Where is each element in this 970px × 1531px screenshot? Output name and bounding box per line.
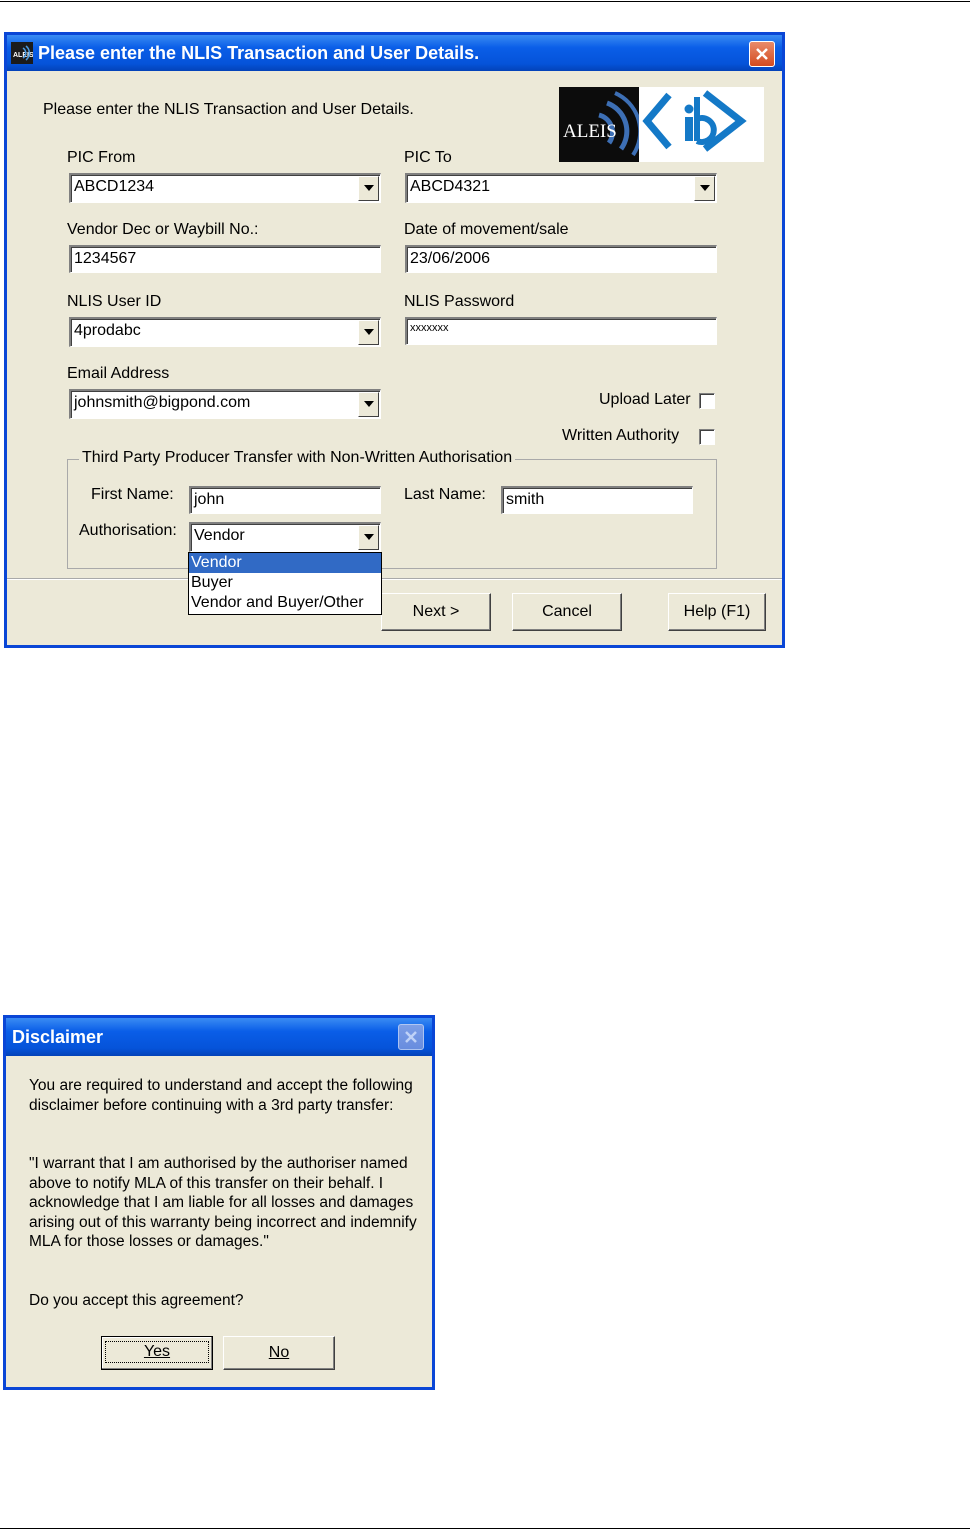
password-input[interactable] [405, 317, 717, 345]
yes-button-label: Yes [105, 1341, 209, 1363]
disclaimer-question: Do you accept this agreement? [29, 1292, 244, 1309]
page-bottom-rule [0, 1528, 970, 1529]
pic-to-dropdown-button[interactable] [694, 176, 715, 201]
id-logo [639, 87, 764, 162]
authorisation-option[interactable]: Vendor and Buyer/Other [191, 594, 364, 611]
window-title: Please enter the NLIS Transaction and User Details. [38, 42, 480, 63]
first-name-input[interactable]: john [189, 486, 381, 514]
authorisation-label: Authorisation: [79, 522, 177, 539]
pic-from-label: PIC From [67, 149, 136, 166]
vendor-dec-label: Vendor Dec or Waybill No.: [67, 221, 259, 238]
third-party-groupbox [67, 459, 717, 569]
help-button[interactable]: Help (F1) [668, 593, 766, 631]
email-dropdown-button[interactable] [358, 392, 379, 417]
last-name-input[interactable]: smith [501, 486, 693, 514]
nlis-details-dialog [4, 32, 785, 648]
authorisation-dropdown[interactable] [189, 522, 381, 552]
no-button[interactable] [223, 1336, 335, 1370]
password-mask: xxxxxxx [410, 322, 449, 334]
disclaimer-title: Disclaimer [12, 1026, 104, 1047]
authorisation-option[interactable]: Vendor [189, 553, 381, 573]
user-id-label: NLIS User ID [67, 293, 162, 310]
page-top-rule [0, 1, 970, 2]
pic-from-dropdown-button[interactable] [358, 176, 379, 201]
cancel-button[interactable]: Cancel [512, 593, 622, 631]
no-button-label: No [268, 1344, 290, 1361]
button-separator [7, 578, 782, 580]
disclaimer-warranty: "I warrant that I am authorised by the authoriser named above to notify MLA of this transfer on their behalf. I acknowledge that I am liable for all losses and damages arising out of this warranty being incorrect and indemnify MLA for those losses or damages." [29, 1155, 417, 1250]
authorisation-option[interactable]: Buyer [191, 574, 233, 591]
next-button[interactable]: Next > [381, 593, 491, 631]
pic-from-value: ABCD1234 [74, 178, 155, 195]
close-button[interactable] [749, 41, 775, 67]
yes-button[interactable] [101, 1336, 213, 1370]
movement-date-input[interactable]: 23/06/2006 [405, 245, 717, 273]
close-button [398, 1024, 424, 1050]
vendor-dec-input[interactable]: 1234567 [69, 245, 381, 273]
title-bar[interactable] [7, 35, 782, 71]
chevron-down-icon [364, 534, 374, 541]
close-icon [755, 47, 769, 61]
disclaimer-title-bar[interactable] [6, 1018, 432, 1056]
user-id-dropdown[interactable] [69, 317, 381, 347]
app-icon [11, 42, 33, 64]
disclaimer-intro: You are required to understand and accept the following disclaimer before continuing with a 3rd party transfer: [29, 1077, 413, 1114]
chevron-down-icon [364, 185, 374, 192]
pic-to-label: PIC To [404, 149, 452, 166]
instruction-text: Please enter the NLIS Transaction and User Details. [43, 101, 414, 118]
user-id-dropdown-button[interactable] [358, 320, 379, 345]
chevron-down-icon [364, 401, 374, 408]
last-name-label: Last Name: [404, 486, 486, 503]
user-id-value: 4prodabc [74, 322, 141, 339]
authorisation-dropdown-button[interactable] [358, 525, 379, 550]
close-icon [404, 1030, 418, 1044]
movement-date-label: Date of movement/sale [404, 221, 569, 238]
upload-later-label: Upload Later [599, 391, 691, 408]
pic-to-value: ABCD4321 [410, 178, 491, 195]
email-dropdown[interactable] [69, 389, 381, 419]
chevron-down-icon [364, 329, 374, 336]
first-name-label: First Name: [91, 486, 174, 503]
third-party-legend: Third Party Producer Transfer with Non-Written Authorisation [79, 449, 515, 467]
pic-to-dropdown[interactable] [405, 173, 717, 203]
svg-text:ALEIS: ALEIS [563, 121, 617, 142]
authorisation-options-list [188, 552, 382, 615]
written-authority-checkbox[interactable] [699, 429, 715, 445]
disclaimer-dialog [3, 1015, 435, 1390]
chevron-down-icon [700, 185, 710, 192]
authorisation-value: Vendor [194, 527, 245, 544]
written-authority-label: Written Authority [562, 427, 680, 444]
aleis-logo [559, 87, 639, 162]
upload-later-checkbox[interactable] [699, 393, 715, 409]
svg-text:ALEIS: ALEIS [13, 52, 33, 59]
email-value: johnsmith@bigpond.com [74, 394, 251, 411]
password-label: NLIS Password [404, 293, 515, 310]
pic-from-dropdown[interactable] [69, 173, 381, 203]
email-label: Email Address [67, 365, 170, 382]
